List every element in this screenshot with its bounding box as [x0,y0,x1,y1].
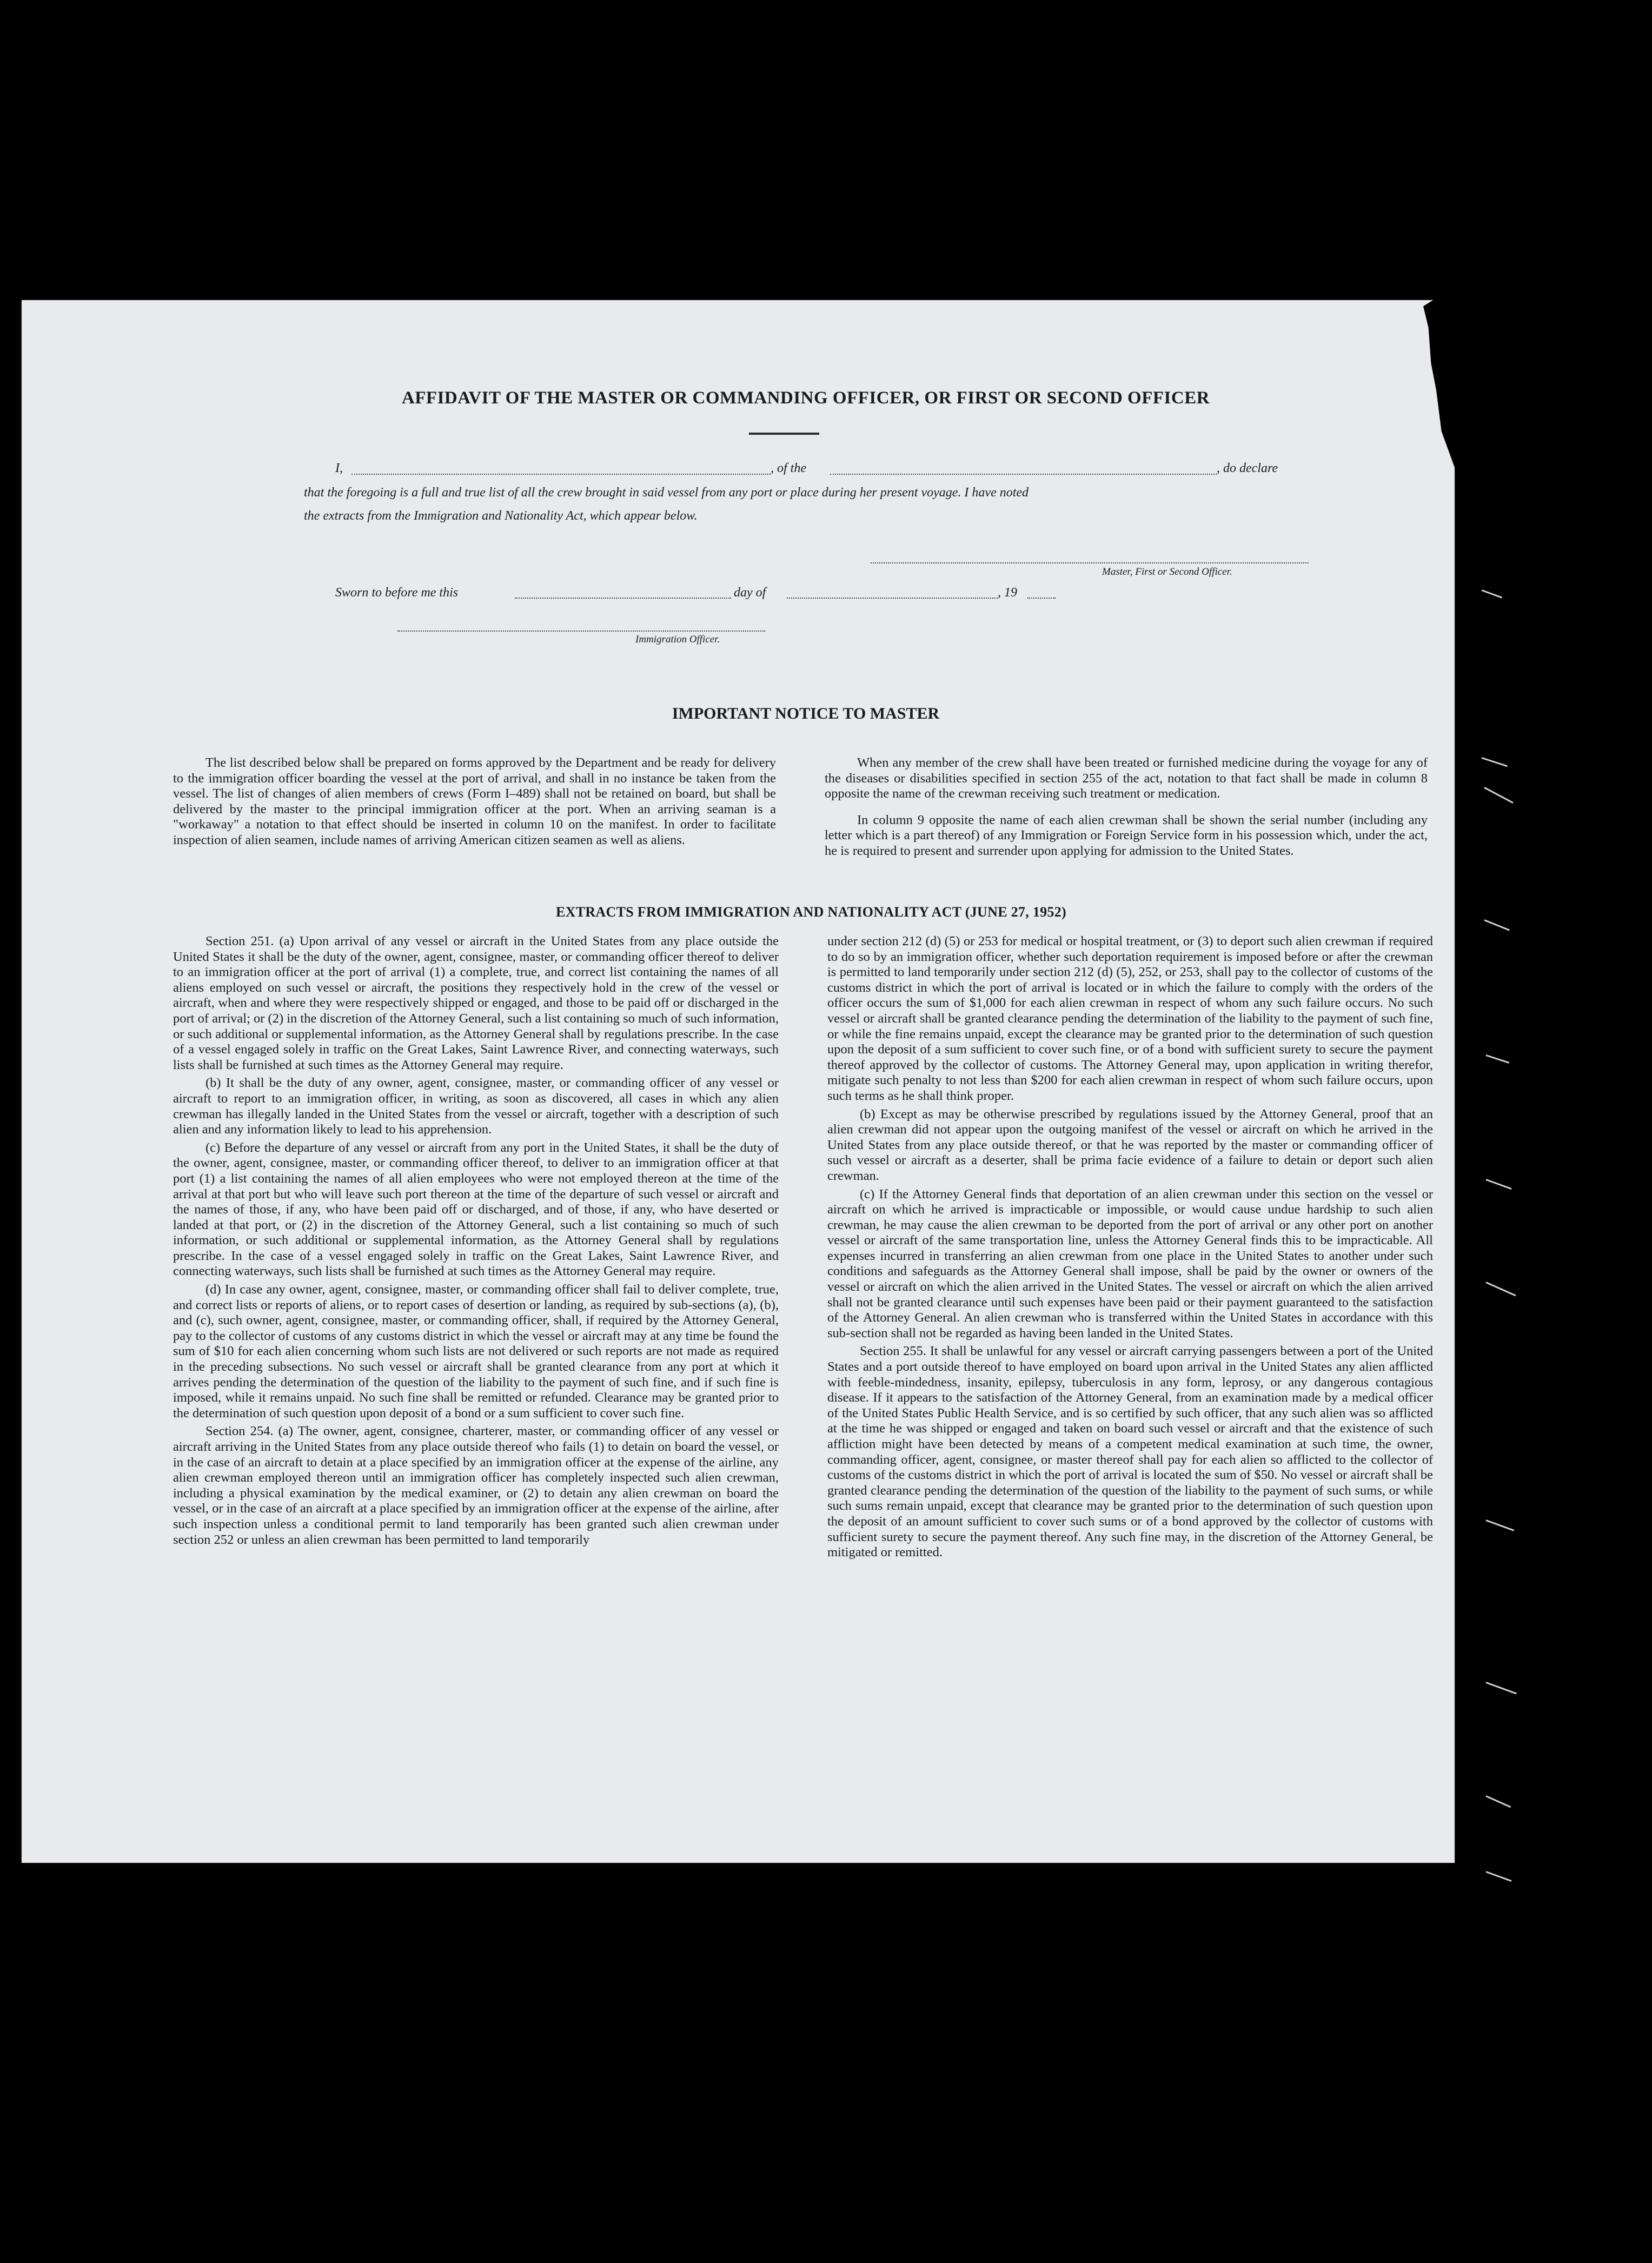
declarant-prefix: I, [335,461,343,475]
of-the-text: , of the [771,461,806,475]
scan-mark [1485,1871,1511,1882]
section-254-a: Section 254. (a) The owner, agent, consignee, charterer, master, or commanding officer of any vessel or aircraft arriving in the United States from any place outside thereof who fails (1) to detain on board the vessel, or in the case of an aircraft to detain at a place specified by an immigration officer at the expense of the airline, any alien crewman employed thereon until an immigration officer has completely inspected such alien crewman, including a physical examination by the medical examiner, or (2) to detain any alien crewman on board the vessel, or in the case of an aircraft at a place specified by an immigration officer at the expense of the airline, after such inspection unless a conditional permit to land temporarily has been granted such alien crewman under section 252 or unless an alien crewman has been permitted to land temporarily [173,1424,779,1547]
section-254-a-continued: under section 212 (d) (5) or 253 for medical or hospital treatment, or (3) to deport such alien crewman if required to do so by an immigration officer, whether such deportation requirement is imposed before or after the crewman is permitted to land temporarily under section 212 (d) (5), 252, or 253, shall pay to the collector of customs of the customs district in which the port of arrival is located or in which the failure to comply with the orders of the officer occurs the sum of $1,000 for each alien crewman in respect of whom any such failure occurs. No such vessel or aircraft shall be granted clearance pending the determination of the liability to the payment of such fine, or while the fine remains unpaid, except the clearance may be granted prior to the determination of such question upon the deposit of a sum sufficient to cover such fine, or of a bond with sufficient surety to secure the payment thereof approved by the collector of customs. The Attorney General may, upon application in writing therefor, mitigate such penalty to not less than $200 for each alien crewman in respect of whom such failure occurs, upon such terms as he shall think proper. [827,934,1433,1103]
section-251-b: (b) It shall be the duty of any owner, agent, consignee, master, or commanding officer of any vessel or aircraft to report to an immigration officer, in writing, as soon as discovered, all cases in which any alien crewman has illegally landed in the United States from the vessel or aircraft, together with a description of such alien and any information likely to lead to his apprehension. [173,1076,779,1137]
sworn-year-field[interactable] [1027,598,1056,599]
extracts-left-column [173,934,779,1550]
scan-mark [1484,919,1509,931]
binder-hole [1517,1826,1551,1860]
section-254-c: (c) If the Attorney General finds that deportation of an alien crewman under this section on the vessel or aircraft on which he arrived is impracticable or impossible, or would cause undue hardship to such alien crewman, he may cause the alien crewman to be deported from the port of arrival or any other port on another vessel or aircraft of the same transportation line, unless the Attorney General finds this to be impracticable. All expenses incurred in transferring an alien crewman from one place in the United States to another under such conditions and safeguards as the Attorney General shall impose, shall be paid by the owner or owners of the vessel or aircraft on which the alien arrived in the United States. The vessel or aircraft on which the alien arrived shall not be granted clearance until such expenses have been paid or their payment guaranteed to the satisfaction of the Attorney General. An alien crewman who is transferred within the United States in accordance with this sub-section shall not be regarded as having been landed in the United States. [827,1186,1433,1340]
master-signature-label: Master, First or Second Officer. [1102,566,1232,578]
scan-mark [1485,1179,1511,1190]
day-of-text: day of [734,586,766,600]
scan-mark [1482,757,1508,767]
binder-hole [1510,548,1543,581]
sworn-text: Sworn to before me this [335,586,459,600]
scan-mark [1481,589,1502,598]
declarant-name-field[interactable] [351,474,771,475]
binder-hole [1516,1740,1550,1774]
notice-paragraph: When any member of the crew shall have been treated or furnished medicine during the voyage for any of the diseases or disabilities specified in section 255 of the act, notation to that fact shall be made in column 8 opposite the name of the crewman receiving such treatment or medication. [825,755,1428,801]
notice-paragraph: In column 9 opposite the name of each alien crewman shall be shown the serial number (including any letter which is a part thereof) of any Immigration or Foreign Service form in his possession which, under the act, he is required to present and surrender upon applying for admission to the United States. [825,812,1428,858]
extracts-title: EXTRACTS FROM IMMIGRATION AND NATIONALITY ACT (JUNE 27, 1952) [555,904,1066,920]
section-254-b: (b) Except as may be otherwise prescribed by regulations issued by the Attorney General, proof that an alien crewman did not appear upon the outgoing manifest of the vessel or aircraft on which he arrived in the United States from any place outside thereof, or that he was reported by the master or commanding officer of such vessel or aircraft as a deserter, shall be prima facie evidence of a failure to detain or deport such alien crewman. [827,1106,1433,1183]
scan-mark [1485,1519,1514,1531]
scan-mark [1485,1795,1511,1808]
scan-mark [1486,1054,1510,1064]
officer-signature-field[interactable] [397,631,765,632]
notice-paragraph: The list described below shall be prepared on forms approved by the Department and be ready for delivery to the immigration officer boarding the vessel at the port of arrival, and shall in no instance be taken from the vessel. The list of changes of alien members of crews (Form I–489) shall not be retained on board, but shall be delivered by the master to the principal immigration officer at the port. When an arriving seaman is a "workaway" a notation to that effect should be inserted in column 10 on the manifest. In order to facilitate inspection of alien seamen, include names of arriving American citizen seamen as well as aliens. [173,755,776,847]
title-rule [749,433,819,435]
scan-mark [1484,787,1513,804]
notice-title: IMPORTANT NOTICE TO MASTER [672,705,940,722]
master-signature-field[interactable] [871,562,1309,563]
section-255: Section 255. It shall be unlawful for any vessel or aircraft carrying passengers between a port of the United States and a port outside thereof to have employed on board upon arrival in the United States any alien afflicted with feeble-mindedness, insanity, epilepsy, tuberculosis in any form, leprosy, or any dangerous contagious disease. If it appears to the satisfaction of the Attorney General, from an examination made by a medical officer of the United States Public Health Service, and is so certified by such officer, that any such alien was so afflicted at the time he was shipped or engaged and taken on board such vessel or aircraft and that the existence of such affliction might have been detected by means of a competent medical examination at such time, the owner, commanding officer, agent, consignee, or master thereof shall pay for each alien so afflicted to the collector of customs of the customs district in which the port of arrival is located the sum of $50. No vessel or aircraft shall be granted clearance pending the determination of the question of the liability to the payment of such sums, or while such sums remain unpaid, except that clearance may be granted prior to the determination of such question upon the deposit of an amount sufficient to cover such sums or of a bond approved by the collector of customs with sufficient surety to secure the payment thereof. Any such fine may, in the discretion of the Attorney General, be mitigated or remitted. [827,1344,1433,1560]
officer-signature-label: Immigration Officer. [635,634,720,645]
declaration-line-2: that the foregoing is a full and true list of all the crew brought in said vessel from any port or place during her present voyage. I have noted [304,486,1029,500]
notice-left [173,755,776,852]
form-title: AFFIDAVIT OF THE MASTER OR COMMANDING OFFICER, OR FIRST OR SECOND OFFICER [401,388,1210,408]
notice-right [825,755,1428,862]
section-251-c: (c) Before the departure of any vessel or aircraft from any port in the United States, it shall be the duty of the owner, agent, consignee, master, or commanding officer thereof, to deliver to an immigration officer at that port (1) a list containing the names of all alien employees who were not employed thereon at the time of the arrival at that port but who will leave such port thereon at the time of the departure of such vessel or aircraft and the names of those, if any, who have been paid off or discharged, and of those, if any, who have deserted or landed at that port, or (2) in the discretion of the Attorney General, such a list containing so much of such information, or such additional or supplemental information, as the Attorney General shall by regulations prescribe. In the case of a vessel engaged solely in traffic on the Great Lakes, Saint Lawrence River, and connecting waterways, such lists shall be furnished at such times as the Attorney General may require. [173,1140,779,1279]
extracts-right-column [827,934,1433,1563]
binder-hole [1517,1392,1551,1425]
sworn-day-field[interactable] [515,598,731,599]
scan-mark [1485,1682,1516,1694]
declaration-line-3: the extracts from the Immigration and Nationality Act, which appear below. [304,509,698,523]
vessel-name-field[interactable] [830,474,1217,475]
sworn-month-field[interactable] [787,598,998,599]
binder-hole [1508,812,1541,846]
do-declare-text: , do declare [1217,461,1278,475]
section-251-a: Section 251. (a) Upon arrival of any vessel or aircraft in the United States from any place outside the United States it shall be the duty of the owner, agent, consignee, master, or commanding officer thereof to deliver to an immigration officer at the port of arrival (1) a complete, true, and correct list containing the names of all aliens employed on such vessel or aircraft, the positions they respectively hold in the crew of the vessel or aircraft, when and where they were respectively shipped or engaged, and those to be paid off or discharged in the port of arrival; or (2) in the discretion of the Attorney General, such a list containing so much of such information, or such additional or supplemental information, as the Attorney General shall by regulations prescribe. In the case of a vessel engaged solely in traffic on the Great Lakes, Saint Lawrence River, and connecting waterways, such lists shall be furnished at such times as the Attorney General may require. [173,934,779,1072]
scan-mark [1485,1282,1516,1296]
section-251-d: (d) In case any owner, agent, consignee, master, or commanding officer shall fail to deliver complete, true, and correct lists or reports of aliens, or to report cases of desertion or landing, as required by sub-sections (a), (b), and (c), such owner, agent, consignee, master, or commanding officer, shall, if required by the Attorney General, pay to the collector of customs of any customs district in which the vessel or aircraft may at any time be found the sum of $10 for each alien concerning whom such lists are not delivered or such reports are not made as required in the preceding subsections. No such vessel or aircraft shall be granted clearance from any port at which it arrives pending the determination of the question of the liability to the payment of such fine, and if such fine is imposed, while it remains unpaid. No such fine shall be remitted or refunded. Clearance may be granted prior to the determination of such question upon deposit of a bond or a sum sufficient to cover such fine. [173,1282,779,1421]
year-text: , 19 [998,586,1017,600]
